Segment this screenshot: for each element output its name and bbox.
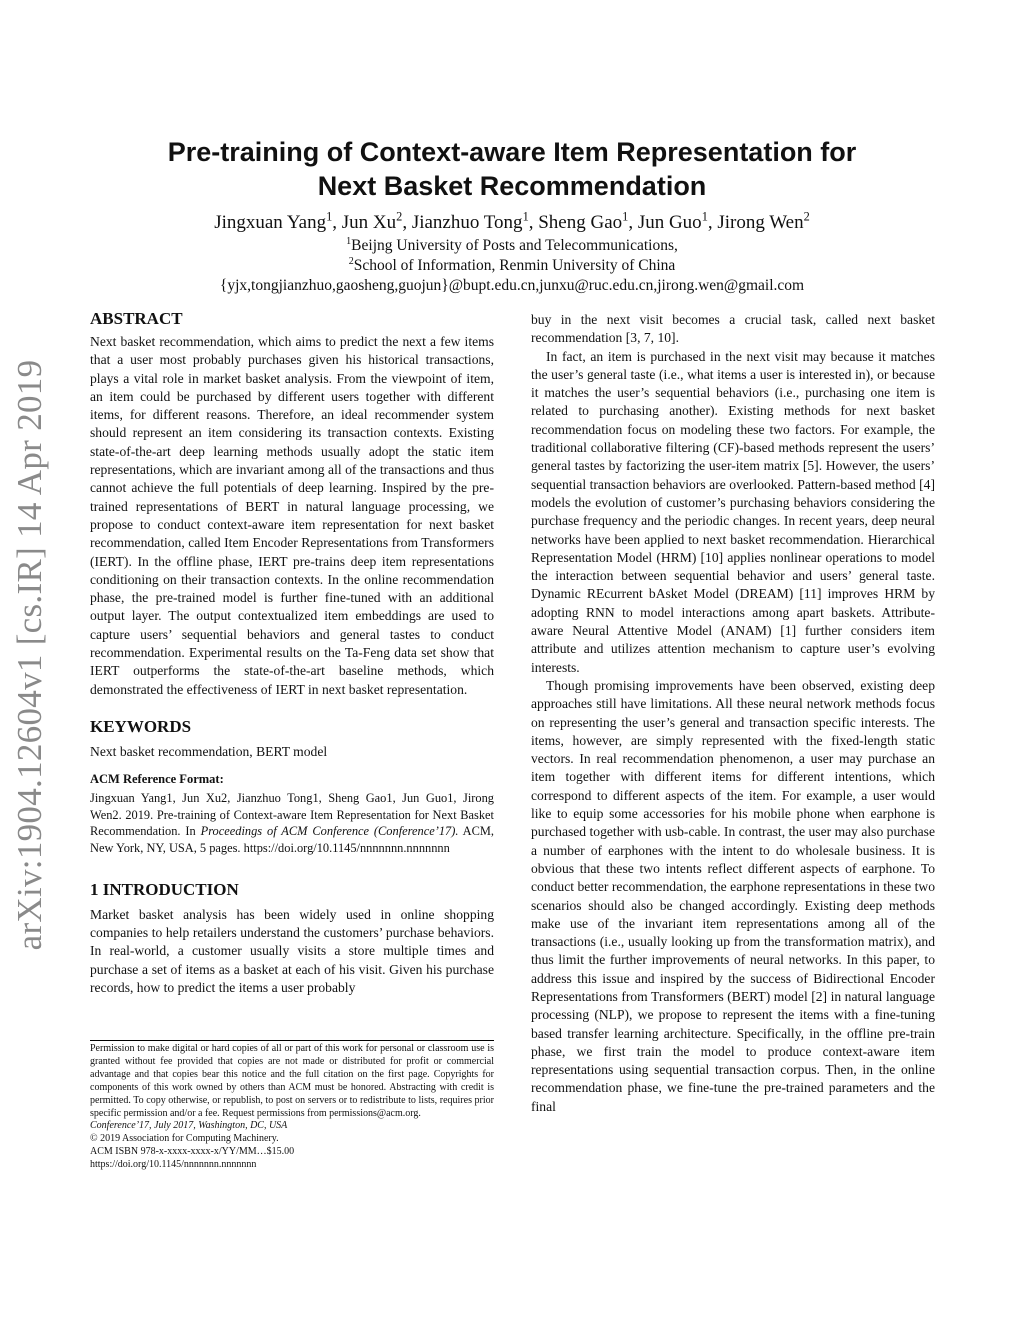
introduction-paragraph-3: Though promising improvements have been observed, existing deep approaches still have limitations. All these neural network methods focus on representing the user’s general and transaction specific interests. The items, however, are simply represented with the fixed-length static vectors. In real recommendation phenomenon, a user may purchase an item together with different items for different intentions, which correspond to different aspects of the item. For example, a user would like to equip some accessories for his mobile phone when earphone is purchased together with usb-cable. In contrast, the user may also purchase a number of earphones with the intent to do wholesale business. It is obvious that these two intents reflect different aspects of earphone. To conduct better recommendation, the earphone representations in these two scenarios should also be changed accordingly. Existing deep methods make use of the invariant item representations among all of the transactions (i.e., usually looking up from the transformation matrix), and thus limit the further improvements of neural networks. In this paper, to address this issue and inspired by the success of Bidirectional Encoder Representations from Transformers (BERT) model [2] in natural language processing (NLP), we propose to represent the items with a fine-tuning based transfer learning architecture. Specifically, in the offline pre-train phase, we first train the model to produce context-aware item representations using sequential transaction corpus. Then, in the online recommendation phase, we fine-tune the pre-trained parameters and the final <box>531 677 935 1114</box>
author-affil-sup: 1 <box>326 209 333 224</box>
author-name: Jianzhuo Tong <box>411 212 523 233</box>
author-name: Jirong Wen <box>717 212 804 233</box>
affiliation-1 <box>80 236 944 256</box>
author-name: Jingxuan Yang <box>214 212 327 233</box>
acm-reference-tail: ACM, New York, NY, USA, 5 pages. https://doi.org/10.1145/nnnnnnn.nnnnnnn <box>90 824 494 856</box>
affiliation-sup: 2 <box>348 255 354 267</box>
copyright-footnote <box>90 1043 494 1172</box>
introduction-paragraph-1: buy in the next visit becomes a crucial task, called next basket recommendation [3, 7, 10]. <box>531 312 935 346</box>
affiliation-2 <box>80 256 944 276</box>
acm-reference-text <box>90 790 494 856</box>
introduction-left-text: Market basket analysis has been widely used in online shopping companies to help retailers understand the customers’ purchase behaviors. In real-world, a customer usually visits a store multiple times and purchase a set of items as a basket at each of his visit. Given his purchase records, how to predict the items a user probably <box>90 906 494 995</box>
author-affil-sup: 1 <box>522 209 529 224</box>
isbn-line: ACM ISBN 978-x-xxxx-xxxx-x/YY/MM…$15.00 <box>90 1146 295 1158</box>
acm-reference-venue: Proceedings of ACM Conference (Conference’17). <box>200 824 459 839</box>
affiliation-text: School of Information, Renmin University of China <box>353 257 676 274</box>
author-affil-sup: 2 <box>803 209 810 224</box>
author-affil-sup: 2 <box>396 209 403 224</box>
left-column <box>90 308 494 997</box>
author-name: Sheng Gao <box>538 212 623 233</box>
paper-title <box>100 135 924 203</box>
abstract-heading: ABSTRACT <box>90 309 183 328</box>
affiliation-text: Beijng University of Posts and Telecommunications, <box>351 237 678 254</box>
acm-reference-heading: ACM Reference Format: <box>90 772 224 787</box>
affiliation-sup: 1 <box>346 235 352 247</box>
keywords-text: Next basket recommendation, BERT model <box>90 743 328 759</box>
footnote-divider <box>90 1040 494 1041</box>
author-affil-sup: 1 <box>622 209 629 224</box>
right-column <box>531 311 935 1116</box>
author-affil-sup: 1 <box>701 209 708 224</box>
author-name: Jun Xu <box>341 212 397 233</box>
doi-line: https://doi.org/10.1145/nnnnnnn.nnnnnnn <box>90 1159 257 1171</box>
copyright-line: © 2019 Association for Computing Machinery. <box>90 1133 279 1145</box>
title-line-2: Next Basket Recommendation <box>317 171 707 201</box>
conference-info: Conference’17, July 2017, Washington, DC, USA <box>90 1120 288 1132</box>
author-list: Jingxuan Yang$^1$, Jun Xu$^2$, Jianzhuo Tong$^1$, Sheng Gao$^1$, Jun Guo$^1$, Jirong Wen$^2$ <box>214 209 810 233</box>
author-name: Jun Guo <box>637 212 702 233</box>
title-line-1: Pre-training of Context-aware Item Representation for <box>167 137 857 167</box>
arxiv-identifier: arXiv:1904.12604v1 [cs.IR] 14 Apr 2019 <box>10 359 49 951</box>
introduction-paragraph-2: In fact, an item is purchased in the next visit may because it matches the user’s general taste (i.e., what items a user is interested in), or because it matches the user’s sequential behaviors (i.e., purchasing one item is related to purchasing another). Existing methods for next basket recommendation focus on modeling these two factors. For example, the traditional collaborative filtering (CF)-based methods represent the users’ general tastes by factorizing the user-item matrix [5]. However, the users’ sequential transaction behaviors are overlooked. Pattern-based method [4] models the evolution of customer’s purchasing behaviors considering the purchase frequency and the periodic changes. In recent years, deep neural networks have been applied to next basket recommendation. Hierarchical Representation Model (HRM) [10] applies nonlinear operations to model the interaction between sequential behavior and users’ general taste. Dynamic REcurrent bAsket Model (DREAM) [11] improves HRM by adopting RNN to model interactions among apart baskets. Attribute-aware Neural Attentive Model (ANAM) [1] further considers item attribute and utilizes attention mechanism to capture user’s evolving interests. <box>531 348 935 675</box>
abstract-text: Next basket recommendation, which aims to predict the next a few items that a user most probably purchases given his historical transactions, plays a vital role in market basket analysis. From the viewpoint of item, an item could be purchased by different users together with different items, for different reasons. Therefore, an ideal recommender system should represent an item considering its transaction contexts. Existing state-of-the-art deep learning methods usually adopt the static item representations, which are invariant among all of the transactions and thus cannot achieve the full potentials of deep learning. Inspired by the pre-trained representations of BERT in natural language processing, we propose to conduct context-aware item representation for next basket recommendation, called Item Encoder Representations from Transformers (IERT). In the offline phase, IERT pre-trains deep item representations conditioning on their transaction contexts. In the online recommendation phase, the pre-trained model is further fine-tuned with an additional output layer. The output contextualized item embeddings are used to capture users’ sequential behaviors and general tastes to conduct recommendation. Experimental results on the Ta-Feng data set show that IERT outperforms the state-of-the-art baseline methods, which demonstrated the effectiveness of IERT in next basket representation. <box>90 334 494 697</box>
introduction-heading: 1 INTRODUCTION <box>90 879 239 899</box>
permission-notice: Permission to make digital or hard copies of all or part of this work for personal or classroom use is granted without fee provided that copies are not made or distributed for profit or commercial advantage and that copies bear this notice and the full citation on the first page. Copyrights for components of this work owned by others than ACM must be honored. Abstracting with credit is permitted. To copy otherwise, or republish, to post on servers or to redistribute to lists, requires prior specific permission and/or a fee. Request permissions from permissions@acm.org. <box>90 1043 494 1119</box>
arxiv-side-stamp <box>10 359 50 951</box>
keywords-heading: KEYWORDS <box>90 716 192 736</box>
acm-reference-line: Jingxuan Yang1, Jun Xu2, Jianzhuo Tong1, Sheng Gao1, Jun Guo1, Jirong Wen2. 2019. Pre-training of Context-aware Item Representation for Next Basket Recommendation. In <box>90 791 494 839</box>
author-emails: {yjx,tongjianzhuo,gaosheng,guojun}@bupt.edu.cn,junxu@ruc.edu.cn,jirong.wen@gmail.com <box>219 277 805 294</box>
